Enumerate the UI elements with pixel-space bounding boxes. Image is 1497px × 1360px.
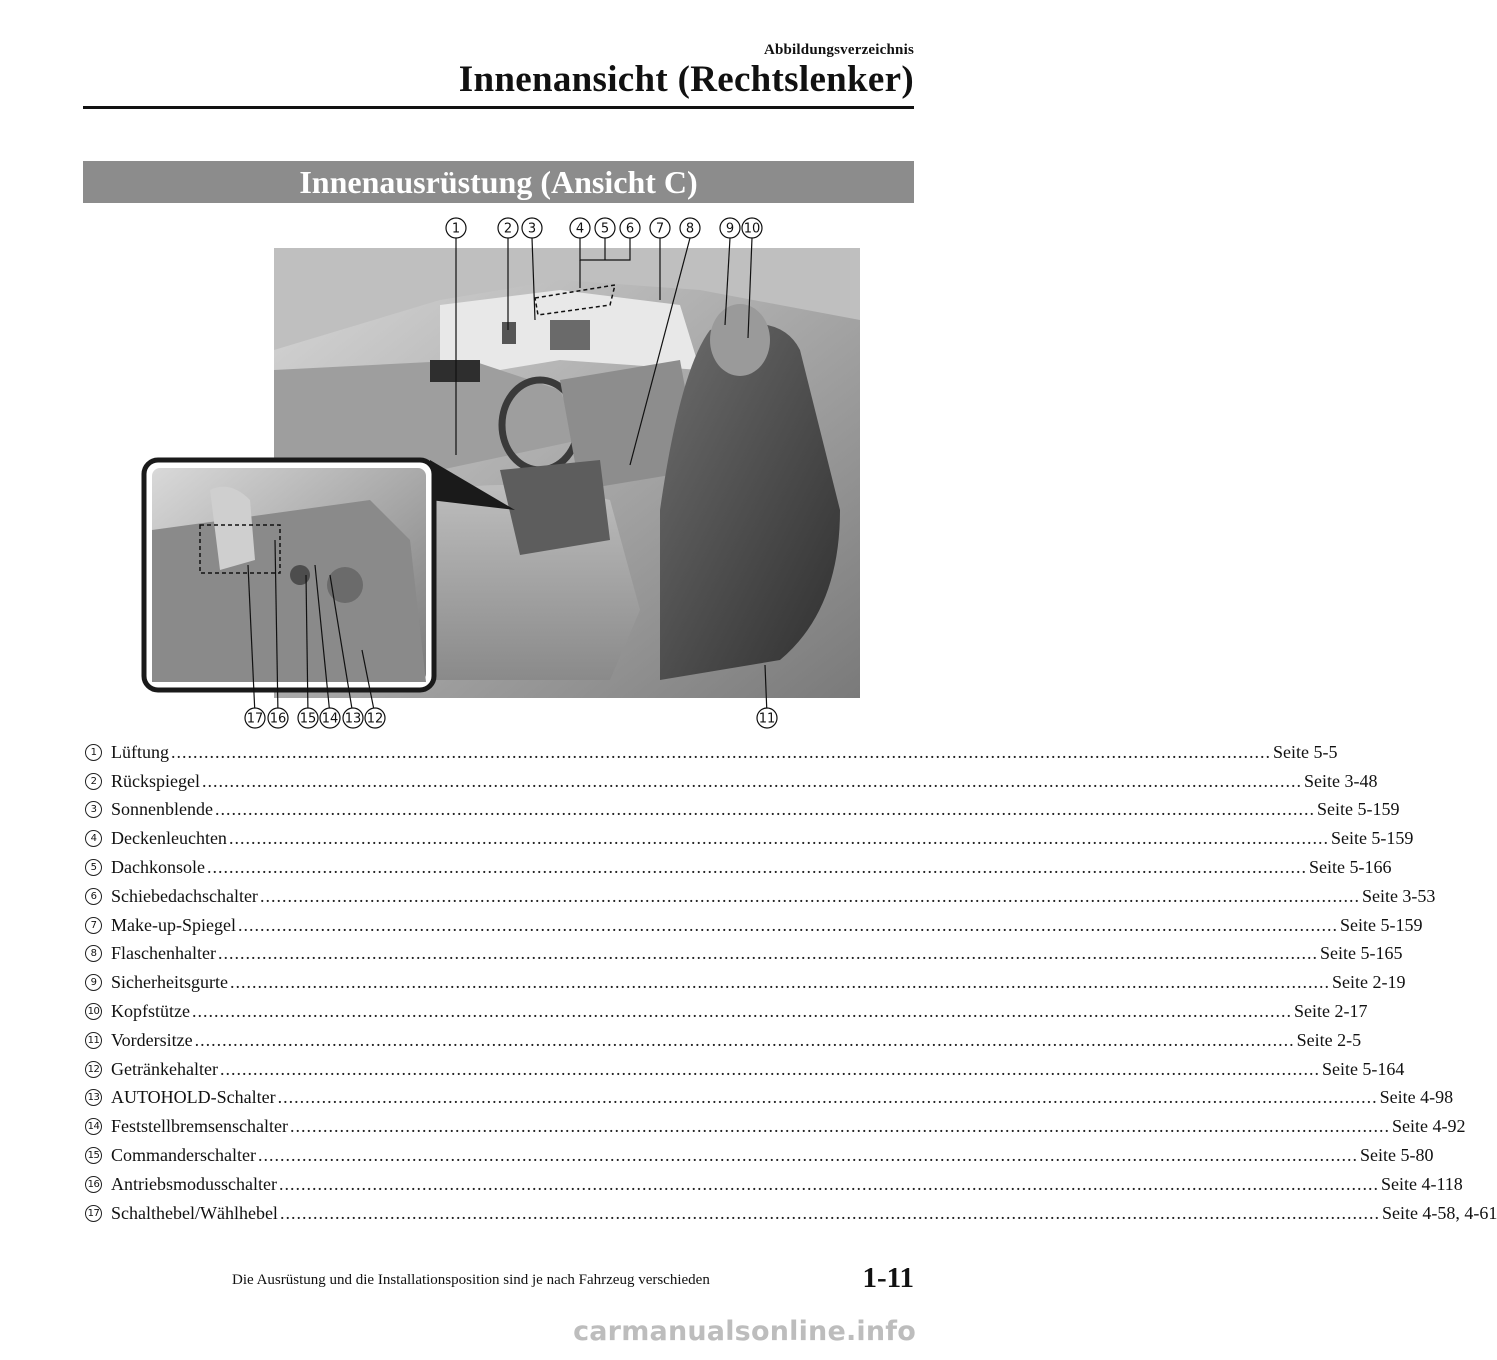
dot-leader: ........................................................................................................................................................................................................ xyxy=(289,1116,1390,1137)
page-reference[interactable]: Seite 4-58, 4-61 xyxy=(1381,1202,1497,1223)
item-number-badge: 5 xyxy=(85,859,102,876)
list-item xyxy=(85,1112,1466,1141)
footer-note: Die Ausrüstung und die Installationsposition sind je nach Fahrzeug verschieden xyxy=(232,1272,710,1288)
item-label: Antriebsmodusschalter xyxy=(111,1173,277,1194)
item-label: Sicherheitsgurte xyxy=(111,972,228,993)
callout-number: 9 xyxy=(725,221,735,237)
callout-number: 14 xyxy=(321,711,339,727)
page-reference[interactable]: Seite 3-48 xyxy=(1303,770,1378,791)
dot-leader: ........................................................................................................................................................................................................ xyxy=(191,1001,1292,1022)
list-item xyxy=(85,1026,1362,1055)
page-reference[interactable]: Seite 2-19 xyxy=(1331,972,1406,993)
list-item xyxy=(85,1170,1463,1199)
item-number-badge: 7 xyxy=(85,917,102,934)
callout-number: 5 xyxy=(600,221,610,237)
page-reference[interactable]: Seite 5-5 xyxy=(1273,741,1338,762)
item-number-badge: 13 xyxy=(85,1089,102,1106)
dot-leader: ........................................................................................................................................................................................................ xyxy=(194,1029,1295,1050)
item-number-badge: 6 xyxy=(85,888,102,905)
page-reference[interactable]: Seite 5-80 xyxy=(1359,1145,1434,1166)
dot-leader: ........................................................................................................................................................................................................ xyxy=(237,914,1338,935)
item-label: Lüftung xyxy=(111,741,169,762)
top-callouts xyxy=(446,218,762,238)
dot-leader: ........................................................................................................................................................................................................ xyxy=(228,828,1329,849)
callout-number: 3 xyxy=(527,221,537,237)
callout-number: 17 xyxy=(246,711,264,727)
item-label: Schalthebel/Wählhebel xyxy=(111,1202,278,1223)
page-reference[interactable]: Seite 2-5 xyxy=(1296,1029,1362,1050)
page-reference[interactable]: Seite 5-159 xyxy=(1330,828,1414,849)
list-item xyxy=(85,767,1378,796)
item-label: Getränkehalter xyxy=(111,1058,218,1079)
page-reference[interactable]: Seite 4-118 xyxy=(1380,1173,1463,1194)
item-label: Flaschenhalter xyxy=(111,943,216,964)
callout-number: 7 xyxy=(655,221,665,237)
callout-number: 2 xyxy=(503,221,513,237)
list-item xyxy=(85,824,1414,853)
header-section-label: Abbildungsverzeichnis xyxy=(763,42,914,58)
dot-leader: ........................................................................................................................................................................................................ xyxy=(278,1173,1379,1194)
dot-leader: ........................................................................................................................................................................................................ xyxy=(277,1087,1378,1108)
callout-number: 8 xyxy=(685,221,695,237)
list-item xyxy=(85,796,1400,825)
item-label: Deckenleuchten xyxy=(111,828,227,849)
list-item xyxy=(85,1055,1405,1084)
inset-commander-knob xyxy=(290,565,310,585)
page-reference[interactable]: Seite 5-159 xyxy=(1316,799,1400,820)
list-item xyxy=(85,1141,1434,1170)
page-reference[interactable]: Seite 2-17 xyxy=(1293,1001,1368,1022)
list-item xyxy=(85,940,1403,969)
item-number-badge: 8 xyxy=(85,945,102,962)
dot-leader: ........................................................................................................................................................................................................ xyxy=(217,943,1318,964)
callout-number: 11 xyxy=(758,711,776,727)
dot-leader: ........................................................................................................................................................................................................ xyxy=(279,1202,1380,1223)
dot-leader: ........................................................................................................................................................................................................ xyxy=(171,741,1271,762)
page-title: Innenansicht (Rechtslenker) xyxy=(458,59,914,100)
list-item xyxy=(85,853,1392,882)
page-reference[interactable]: Seite 4-98 xyxy=(1379,1087,1454,1108)
dot-leader: ........................................................................................................................................................................................................ xyxy=(219,1058,1320,1079)
item-number-badge: 10 xyxy=(85,1003,102,1020)
list-item xyxy=(85,911,1423,940)
item-label: Vordersitze xyxy=(111,1029,193,1050)
center-display xyxy=(430,360,480,382)
item-number-badge: 17 xyxy=(85,1205,102,1222)
dot-leader: ........................................................................................................................................................................................................ xyxy=(229,972,1330,993)
item-number-badge: 16 xyxy=(85,1176,102,1193)
page-reference[interactable]: Seite 5-164 xyxy=(1321,1058,1405,1079)
page-reference[interactable]: Seite 5-159 xyxy=(1339,914,1423,935)
inset-cupholder xyxy=(327,567,363,603)
item-number-badge: 3 xyxy=(85,801,102,818)
page-reference[interactable]: Seite 3-53 xyxy=(1361,885,1436,906)
dot-leader: ........................................................................................................................................................................................................ xyxy=(259,885,1360,906)
bottom-callouts xyxy=(245,708,777,728)
callout-number: 10 xyxy=(743,221,761,237)
list-item xyxy=(85,1084,1454,1113)
item-label: Rückspiegel xyxy=(111,770,200,791)
item-label: Schiebedachschalter xyxy=(111,885,258,906)
rear-view-mirror xyxy=(502,322,516,344)
item-label: Feststellbremsenschalter xyxy=(111,1116,288,1137)
dot-leader: ........................................................................................................................................................................................................ xyxy=(214,799,1315,820)
item-label: Make-up-Spiegel xyxy=(111,914,236,935)
callout-number: 4 xyxy=(575,221,585,237)
item-number-badge: 12 xyxy=(85,1061,102,1078)
item-label: Dachkonsole xyxy=(111,857,205,878)
item-label: Commanderschalter xyxy=(111,1145,256,1166)
item-label: Kopfstütze xyxy=(111,1001,190,1022)
page-number: 1-11 xyxy=(862,1262,914,1294)
list-item xyxy=(85,882,1436,911)
list-item xyxy=(85,738,1338,767)
item-number-badge: 11 xyxy=(85,1032,102,1049)
interior-illustration xyxy=(140,210,870,730)
item-number-badge: 2 xyxy=(85,773,102,790)
item-number-badge: 9 xyxy=(85,974,102,991)
item-number-badge: 1 xyxy=(85,744,102,761)
callout-number: 12 xyxy=(366,711,384,727)
dot-leader: ........................................................................................................................................................................................................ xyxy=(201,770,1302,791)
dot-leader: ........................................................................................................................................................................................................ xyxy=(206,857,1307,878)
callout-number: 15 xyxy=(299,711,317,727)
list-item xyxy=(85,968,1406,997)
callout-number: 16 xyxy=(269,711,287,727)
page-reference[interactable]: Seite 5-166 xyxy=(1308,857,1392,878)
item-number-badge: 4 xyxy=(85,830,102,847)
header-rule xyxy=(83,106,914,109)
callout-number: 6 xyxy=(625,221,635,237)
page-reference[interactable]: Seite 5-165 xyxy=(1319,943,1403,964)
list-item xyxy=(85,1199,1497,1228)
interior-figure xyxy=(140,210,870,730)
callout-number: 1 xyxy=(451,221,461,237)
dot-leader: ........................................................................................................................................................................................................ xyxy=(257,1145,1358,1166)
item-number-badge: 14 xyxy=(85,1118,102,1135)
headrest xyxy=(710,304,770,376)
watermark: carmanualsonline.info xyxy=(573,1316,916,1347)
item-number-badge: 15 xyxy=(85,1147,102,1164)
item-label: Sonnenblende xyxy=(111,799,213,820)
component-list xyxy=(85,738,1497,1228)
inset-console xyxy=(152,500,426,682)
page-reference[interactable]: Seite 4-92 xyxy=(1391,1116,1466,1137)
list-item xyxy=(85,997,1368,1026)
callout-number: 13 xyxy=(344,711,362,727)
item-label: AUTOHOLD-Schalter xyxy=(111,1087,276,1108)
overhead-console xyxy=(550,320,590,350)
section-banner: Innenausrüstung (Ansicht C) xyxy=(83,161,914,203)
